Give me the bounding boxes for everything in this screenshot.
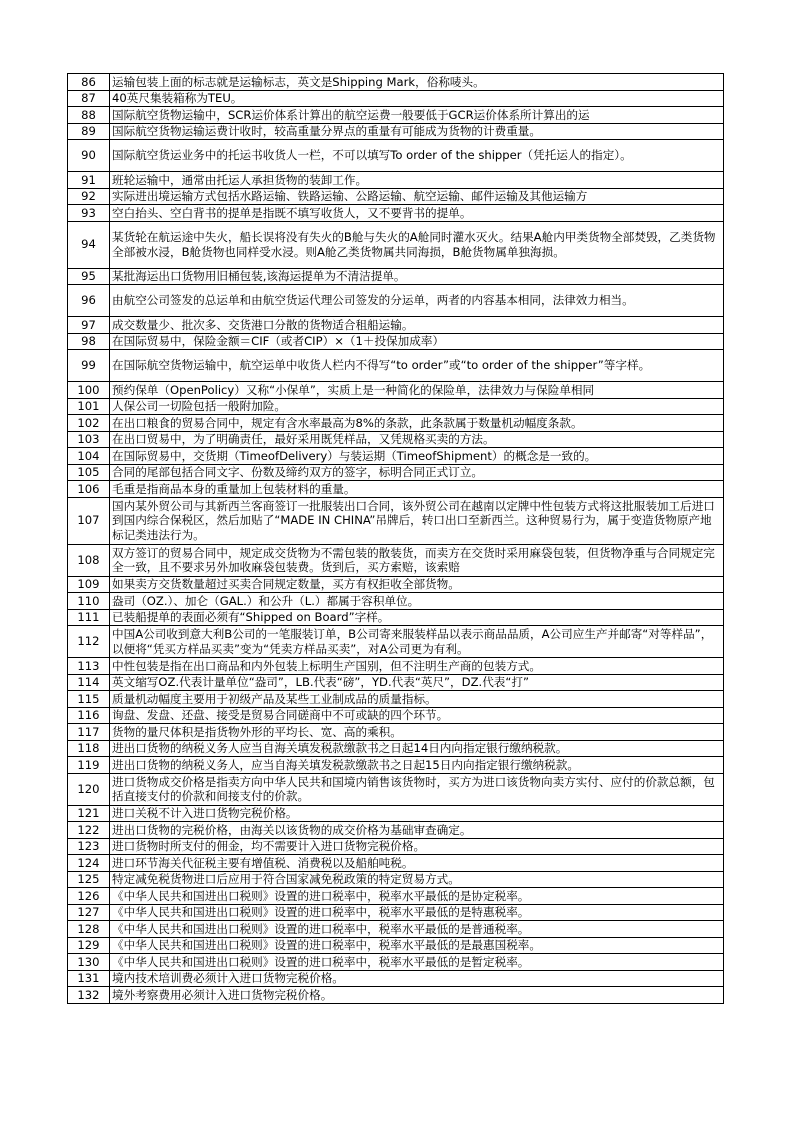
- row-number: 116: [68, 707, 110, 724]
- row-number: 93: [68, 205, 110, 222]
- row-text: 货物的量尺体积是指货物外形的平均长、宽、高的乘积。: [110, 724, 724, 741]
- row-text: 进出口货物的完税价格，由海关以该货物的成交价格为基础审查确定。: [110, 822, 724, 839]
- row-number: 94: [68, 221, 110, 268]
- row-number: 98: [68, 333, 110, 350]
- table-row: [68, 221, 724, 268]
- row-number: 103: [68, 431, 110, 448]
- table-row: [68, 415, 724, 432]
- row-number: 100: [68, 382, 110, 399]
- table-row: [68, 140, 724, 172]
- row-text: 进口货物时所支付的佣金，均不需要计入进口货物完税价格。: [110, 838, 724, 855]
- table-row: [68, 464, 724, 481]
- row-number: 97: [68, 317, 110, 334]
- table-row: [68, 757, 724, 774]
- row-number: 132: [68, 987, 110, 1004]
- table-row: [68, 822, 724, 839]
- row-number: 115: [68, 691, 110, 708]
- row-number: 123: [68, 838, 110, 855]
- table-row: [68, 871, 724, 888]
- table-row: [68, 107, 724, 124]
- table-row: [68, 544, 724, 576]
- row-number: 114: [68, 674, 110, 691]
- row-text: 合同的尾部包括合同文字、份数及缔约双方的签字，标明合同正式订立。: [110, 464, 724, 481]
- row-number: 125: [68, 871, 110, 888]
- row-text: 毛重是指商品本身的重量加上包装材料的重量。: [110, 481, 724, 498]
- row-text: 境内技术培训费必须计入进口货物完税价格。: [110, 970, 724, 987]
- row-text: 进出口货物的纳税义务人，应当自海关填发税款缴款书之日起15日内向指定银行缴纳税款。: [110, 757, 724, 774]
- row-text: 盎司（OZ.）、加仑（GAL.）和公升（L.）都属于容积单位。: [110, 593, 724, 610]
- row-number: 86: [68, 74, 110, 91]
- row-text: 国内某外贸公司与其新西兰客商签订一批服装出口合同，该外贸公司在越南以定牌中性包装方式将这批服装加工后进口到国内综合保税区，然后加贴了“MADE IN CHINA”吊牌后，转口出口至新西兰。这种贸易行为，属于变造货物原产地标记类违法行为。: [110, 497, 724, 544]
- row-number: 124: [68, 855, 110, 872]
- row-number: 87: [68, 90, 110, 107]
- row-text: 某批海运出口货物用旧桶包装,该海运提单为不清洁提单。: [110, 268, 724, 285]
- table-row: [68, 921, 724, 938]
- table-row: [68, 626, 724, 658]
- table-row: [68, 90, 724, 107]
- row-text: 如果卖方交货数量超过买卖合同规定数量，买方有权拒收全部货物。: [110, 576, 724, 593]
- row-number: 119: [68, 757, 110, 774]
- row-text: 进口环节海关代征税主要有增值税、消费税以及船舶吨税。: [110, 855, 724, 872]
- row-text: 询盘、发盘、还盘、接受是贸易合同磋商中不可或缺的四个环节。: [110, 707, 724, 724]
- row-number: 113: [68, 658, 110, 675]
- row-text: 国际航空货运业务中的托运书收货人一栏，不可以填写To order of the shipper（凭托运人的指定）。: [110, 140, 724, 172]
- row-text: 质量机动幅度主要用于初级产品及某些工业制成品的质量指标。: [110, 691, 724, 708]
- row-text: 《中华人民共和国进出口税则》设置的进口税率中，税率水平最低的是协定税率。: [110, 888, 724, 905]
- table-row: [68, 593, 724, 610]
- row-text: 国际航空货物运输中，SCR运价体系计算出的航空运费一般要低于GCR运价体系所计算出的运: [110, 107, 724, 124]
- table-row: [68, 333, 724, 350]
- row-text: 特定减免税货物进口后应用于符合国家减免税政策的特定贸易方式。: [110, 871, 724, 888]
- row-number: 105: [68, 464, 110, 481]
- row-text: 《中华人民共和国进出口税则》设置的进口税率中，税率水平最低的是普通税率。: [110, 921, 724, 938]
- row-text: 国际航空货物运输运费计收时，较高重量分界点的重量有可能成为货物的计费重量。: [110, 123, 724, 140]
- row-text: 人保公司一切险包括一般附加险。: [110, 398, 724, 415]
- table-row: [68, 904, 724, 921]
- table-row: [68, 987, 724, 1004]
- table-row: [68, 74, 724, 91]
- row-number: 128: [68, 921, 110, 938]
- table-row: [68, 188, 724, 205]
- row-number: 130: [68, 954, 110, 971]
- table-row: [68, 350, 724, 382]
- row-number: 95: [68, 268, 110, 285]
- table-row: [68, 205, 724, 222]
- table-row: [68, 773, 724, 805]
- row-text: 《中华人民共和国进出口税则》设置的进口税率中，税率水平最低的是暂定税率。: [110, 954, 724, 971]
- row-text: 英文缩写OZ.代表计量单位“盎司”，LB.代表“磅”，YD.代表“英尺”，DZ.代表“打”: [110, 674, 724, 691]
- row-number: 117: [68, 724, 110, 741]
- row-text: 《中华人民共和国进出口税则》设置的进口税率中，税率水平最低的是特惠税率。: [110, 904, 724, 921]
- row-number: 88: [68, 107, 110, 124]
- table-row: [68, 937, 724, 954]
- table-row: [68, 172, 724, 189]
- table-row: [68, 855, 724, 872]
- row-text: 中国A公司收到意大利B公司的一笔服装订单，B公司寄来服装样品以表示商品品质，A公司应生产并邮寄“对等样品”，以便将“凭买方样品买卖”变为“凭卖方样品买卖”，对A公司更为有利。: [110, 626, 724, 658]
- table-row: [68, 382, 724, 399]
- row-text: 进出口货物的纳税义务人应当自海关填发税款缴款书之日起14日内向指定银行缴纳税款。: [110, 740, 724, 757]
- table-row: [68, 268, 724, 285]
- row-text: 《中华人民共和国进出口税则》设置的进口税率中，税率水平最低的是最惠国税率。: [110, 937, 724, 954]
- row-number: 112: [68, 626, 110, 658]
- row-number: 99: [68, 350, 110, 382]
- row-text: 预约保单（OpenPolicy）又称“小保单”，实质上是一种简化的保险单，法律效力与保险单相同: [110, 382, 724, 399]
- row-text: 运输包装上面的标志就是运输标志，英文是Shipping Mark，俗称唛头。: [110, 74, 724, 91]
- table-row: [68, 576, 724, 593]
- row-number: 110: [68, 593, 110, 610]
- table-row: [68, 888, 724, 905]
- table-row: [68, 317, 724, 334]
- row-number: 92: [68, 188, 110, 205]
- row-number: 111: [68, 609, 110, 626]
- table-row: [68, 970, 724, 987]
- row-number: 109: [68, 576, 110, 593]
- table-row: [68, 740, 724, 757]
- row-text: 班轮运输中，通常由托运人承担货物的装卸工作。: [110, 172, 724, 189]
- table-row: [68, 724, 724, 741]
- row-number: 131: [68, 970, 110, 987]
- row-number: 121: [68, 805, 110, 822]
- table-row: [68, 398, 724, 415]
- row-number: 90: [68, 140, 110, 172]
- row-text: 在国际贸易中，交货期（TimeofDelivery）与装运期（TimeofShipment）的概念是一致的。: [110, 448, 724, 465]
- row-text: 进口货物成交价格是指卖方向中华人民共和国境内销售该货物时，买方为进口该货物向卖方实付、应付的价款总额，包括直接支付的价款和间接支付的价款。: [110, 773, 724, 805]
- row-number: 104: [68, 448, 110, 465]
- table-row: [68, 497, 724, 544]
- table-row: [68, 805, 724, 822]
- row-number: 108: [68, 544, 110, 576]
- row-number: 102: [68, 415, 110, 432]
- row-text: 在国际贸易中，保险金额＝CIF（或者CIP）×（1＋投保加成率）: [110, 333, 724, 350]
- row-number: 91: [68, 172, 110, 189]
- row-number: 120: [68, 773, 110, 805]
- row-number: 129: [68, 937, 110, 954]
- table-row: [68, 609, 724, 626]
- row-number: 106: [68, 481, 110, 498]
- question-table: [67, 73, 724, 1004]
- row-text: 已装船提单的表面必须有“Shipped on Board”字样。: [110, 609, 724, 626]
- row-text: 由航空公司签发的总运单和由航空货运代理公司签发的分运单，两者的内容基本相同，法律效力相当。: [110, 285, 724, 317]
- row-text: 成交数量少、批次多、交货港口分散的货物适合租船运输。: [110, 317, 724, 334]
- table-row: [68, 285, 724, 317]
- row-text: 在出口贸易中，为了明确责任，最好采用既凭样品，又凭规格买卖的方法。: [110, 431, 724, 448]
- table-row: [68, 448, 724, 465]
- table-row: [68, 838, 724, 855]
- table-row: [68, 431, 724, 448]
- row-number: 126: [68, 888, 110, 905]
- row-text: 40英尺集装箱称为TEU。: [110, 90, 724, 107]
- row-text: 进口关税不计入进口货物完税价格。: [110, 805, 724, 822]
- row-number: 89: [68, 123, 110, 140]
- row-number: 122: [68, 822, 110, 839]
- row-number: 96: [68, 285, 110, 317]
- row-text: 某货轮在航运途中失火，船长误将没有失火的B舱与失火的A舱同时灌水灭火。结果A舱内甲类货物全部焚毁，乙类货物全部被水浸，B舱货物也同样受水浸。则A舱乙类货物属共同海损，B舱货物属单独海损。: [110, 221, 724, 268]
- row-text: 中性包装是指在出口商品和内外包装上标明生产国别，但不注明生产商的包装方式。: [110, 658, 724, 675]
- table-row: [68, 691, 724, 708]
- row-text: 双方签订的贸易合同中，规定成交货物为不需包装的散装货，而卖方在交货时采用麻袋包装，但货物净重与合同规定完全一致，且不要求另外加收麻袋包装费。货到后，买方索赔，该索赔: [110, 544, 724, 576]
- table-row: [68, 481, 724, 498]
- row-number: 101: [68, 398, 110, 415]
- row-text: 在出口粮食的贸易合同中，规定有含水率最高为8%的条款，此条款属于数量机动幅度条款。: [110, 415, 724, 432]
- row-text: 境外考察费用必须计入进口货物完税价格。: [110, 987, 724, 1004]
- row-number: 118: [68, 740, 110, 757]
- row-text: 在国际航空货物运输中，航空运单中收货人栏内不得写“to order”或“to order of the shipper”等字样。: [110, 350, 724, 382]
- table-row: [68, 707, 724, 724]
- row-text: 空白抬头、空白背书的提单是指既不填写收货人，又不要背书的提单。: [110, 205, 724, 222]
- row-number: 107: [68, 497, 110, 544]
- row-text: 实际进出境运输方式包括水路运输、铁路运输、公路运输、航空运输、邮件运输及其他运输方: [110, 188, 724, 205]
- table-row: [68, 658, 724, 675]
- table-row: [68, 674, 724, 691]
- table-row: [68, 123, 724, 140]
- row-number: 127: [68, 904, 110, 921]
- table-row: [68, 954, 724, 971]
